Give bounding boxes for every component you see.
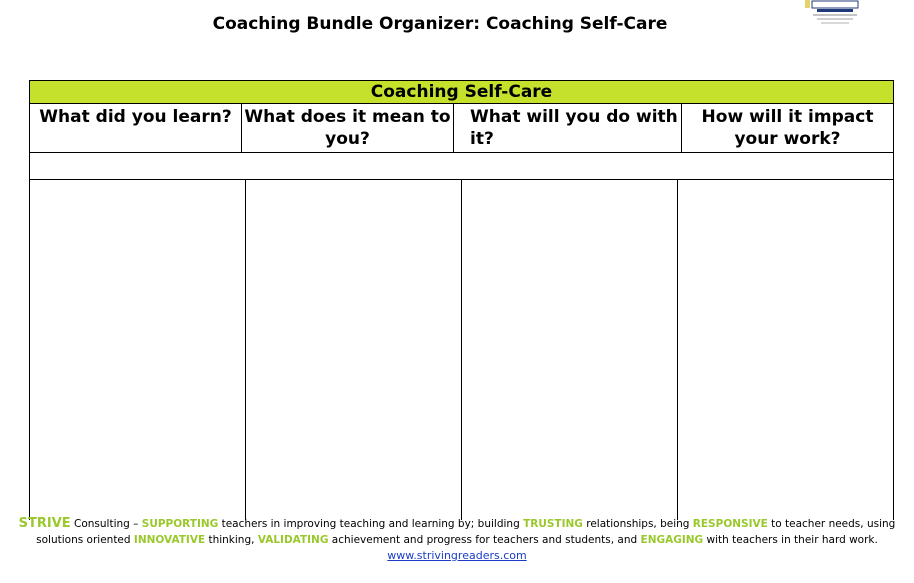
footer-keyword: ENGAGING	[640, 534, 704, 546]
blank-row[interactable]	[30, 153, 893, 180]
organizer-banner: Coaching Self-Care	[30, 81, 893, 104]
footer	[0, 516, 914, 564]
footer-keyword: INNOVATIVE	[133, 534, 206, 546]
column-header-meaning: What does it mean to you?	[242, 104, 454, 152]
footer-text: Consulting –	[70, 518, 142, 530]
footer-keyword: VALIDATING	[257, 534, 329, 546]
footer-text: to teacher needs, using solutions oriented	[36, 518, 896, 546]
response-cell-learn[interactable]	[30, 180, 246, 520]
footer-mission-text	[0, 516, 914, 548]
footer-website-link[interactable]: www.strivingreaders.com	[387, 549, 527, 562]
header-row	[30, 104, 893, 153]
response-cell-action[interactable]	[462, 180, 678, 520]
column-header-action: What will you do with it?	[454, 104, 682, 152]
footer-brand: STRIVE	[18, 516, 71, 531]
response-cell-impact[interactable]	[678, 180, 893, 520]
column-header-learn: What did you learn?	[30, 104, 242, 152]
response-cell-meaning[interactable]	[246, 180, 462, 520]
column-header-impact: How will it impact your work?	[701, 107, 874, 149]
response-row	[30, 180, 893, 520]
footer-text: achievement and progress for teachers and students, and	[328, 534, 641, 546]
footer-text: teachers in improving teaching and learning by; building	[218, 518, 524, 530]
footer-text: relationships, being	[582, 518, 693, 530]
footer-keyword: RESPONSIVE	[692, 518, 768, 530]
page-title: Coaching Bundle Organizer: Coaching Self-Care	[212, 14, 668, 34]
footer-text: thinking,	[205, 534, 258, 546]
logo-image	[803, 0, 863, 26]
footer-keyword: TRUSTING	[523, 518, 583, 530]
footer-text: with teachers in their hard work.	[703, 534, 878, 546]
organizer-table	[29, 80, 894, 520]
footer-keyword: SUPPORTING	[141, 518, 219, 530]
